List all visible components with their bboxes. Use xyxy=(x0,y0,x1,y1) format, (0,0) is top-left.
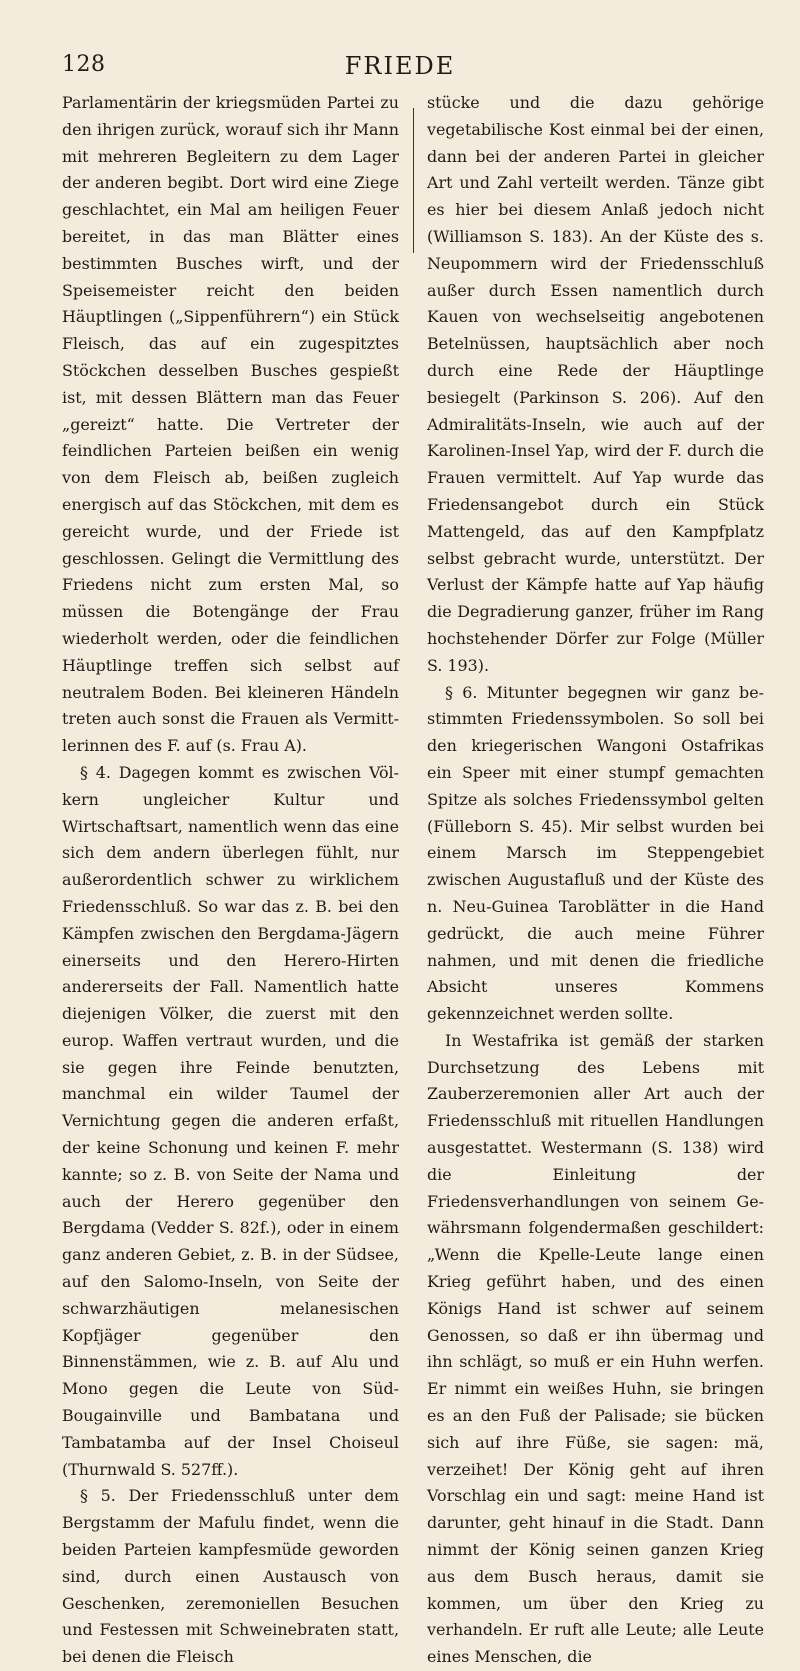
paragraph-continued: Parlamentärin der kriegsmüden Partei zu den ihrigen zurück, worauf sich ihr Mann mit mehreren Begleitern zu dem Lager der anderen begibt. Dort wird eine Ziege geschlachtet, ein Mal am heiligen Feuer bereitet, in das man Blätter eines bestimmten Busches wirft, und der Speisemeister reicht den beiden Häuptlingen („Sippenführern“) ein Stück Fleisch, das auf ein zugespitztes Stöckchen desselben Busches gespießt ist, mit dessen Blättern man das Feuer „gereizt“ hatte. Die Vertreter der feindlichen Parteien beißen ein wenig von dem Fleisch ab, beißen zugleich energisch auf das Stöckchen, mit dem es gereicht wurde, und der Friede ist geschlossen. Gelingt die Vermittlung des Friedens nicht zum ersten Mal, so müssen die Botengänge der Frau wiederholt werden, oder die feindlichen Häuptlinge treffen sich selbst auf neutralem Boden. Bei kleineren Händeln treten auch sonst die Frauen als Vermittlerinnen des F. auf (s. Frau A). xyxy=(62,93,399,756)
paragraph-section-6: § 6. Mitunter begegnen wir ganz bestimmten Friedenssymbolen. So soll bei den kriegerischen Wangoni Ostafrikas ein Speer mit einer stumpf gemachten Spitze als solches Friedenssymbol gelten (Fülleborn S. 45). Mir selbst wurden bei einem Marsch im Steppengebiet zwischen Augustafluß und der Küste des n. Neu-Guinea Taroblätter in die Hand gedrückt, die auch meine Führer nahmen, und mit denen die friedliche Absicht unseres Kommens gekennzeichnet werden sollte. xyxy=(427,682,764,1024)
page-number: 128 xyxy=(62,52,106,77)
paragraph-section-5: § 5. Der Friedensschluß unter dem Bergstamm der Mafulu findet, wenn die beiden Parteien kampfesmüde geworden sind, durch einen Austausch von Geschenken, zeremoniellen Besuchen und Festessen mit Schweinebraten statt, bei denen die Fleisch xyxy=(62,1486,399,1667)
page-header xyxy=(0,52,800,92)
running-title: FRIEDE xyxy=(344,52,456,80)
column-divider xyxy=(413,108,414,253)
right-column xyxy=(427,90,764,1671)
paragraph-continued: stücke und die dazu gehörige vegetabilische Kost einmal bei der einen, dann bei der anderen Partei in gleicher Art und Zahl verteilt werden. Tänze gibt es hier bei diesem Anlaß jedoch nicht (Williamson S. 183). An der Küste des s. Neupommern wird der Friedensschluß außer durch Essen namentlich durch Kauen von wechselseitig angebotenen Betelnüssen, hauptsächlich aber noch durch eine Rede der Häuptlinge besiegelt (Parkinson S. 206). Auf den Admiralitäts-Inseln, wie auch auf der Karolinen-Insel Yap, wird der F. durch die Frauen vermittelt. Auf Yap wurde das Friedensangebot durch ein Stück Mattengeld, das auf den Kampfplatz selbst gebracht wurde, unterstützt. Der Verlust der Kämpfe hatte auf Yap häufig die Degradierung ganzer, früher im Rang hochstehender Dörfer zur Folge (Müller S. 193). xyxy=(427,93,764,675)
left-column xyxy=(62,90,399,1671)
paragraph-westafrika: In Westafrika ist gemäß der starken Durchsetzung des Lebens mit Zauberzeremonien aller Art auch der Friedensschluß mit rituellen Handlungen ausgestattet. Westermann (S. 138) wird die Einleitung der Friedensverhandlungen von seinem Gewährsmann folgendermaßen geschildert: „Wenn die Kpelle-Leute lange einen Krieg geführt haben, und des einen Königs Hand ist schwer auf seinem Genossen, so daß er ihn übermag und ihn schlägt, so muß er ein Huhn werfen. Er nimmt ein weißes Huhn, sie bringen es an den Fuß der Palisade; sie bücken sich auf ihre Füße, sie sagen: mä, verzeihet! Der König geht auf ihren Vorschlag ein und sagt: meine Hand ist darunter, geht hinauf in die Stadt. Dann nimmt der König seinen ganzen Krieg aus dem Busch heraus, damit sie kommen, um über den Krieg zu verhandeln. Er ruft alle Leute; alle Leute eines Menschen, die xyxy=(427,1030,764,1667)
paragraph-section-4: § 4. Dagegen kommt es zwischen Völkern ungleicher Kultur und Wirtschaftsart, namentlich wenn das eine sich dem andern überlegen fühlt, nur außerordentlich schwer zu wirklichem Friedensschluß. So war das z. B. bei den Kämpfen zwischen den Bergdama-Jägern einerseits und den Herero-Hirten andererseits der Fall. Namentlich hatte diejenigen Völker, die zuerst mit den europ. Waffen vertraut wurden, und die sie gegen ihre Feinde benutzten, manchmal ein wilder Taumel der Vernichtung gegen die anderen erfaßt, der keine Schonung und keinen F. mehr kannte; so z. B. von Seite der Nama und auch der Herero gegenüber den Bergdama (Vedder S. 82f.), oder in einem ganz anderen Gebiet, z. B. in der Südsee, auf den Salomo-Inseln, von Seite der schwarzhäutigen melanesischen Kopfjäger gegenüber den Binnenstämmen, wie z. B. auf Alu und Mono gegen die Leute von Süd-Bougainville und Bambatana und Tambatamba auf der Insel Choiseul (Thurnwald S. 527ff.). xyxy=(62,762,399,1479)
